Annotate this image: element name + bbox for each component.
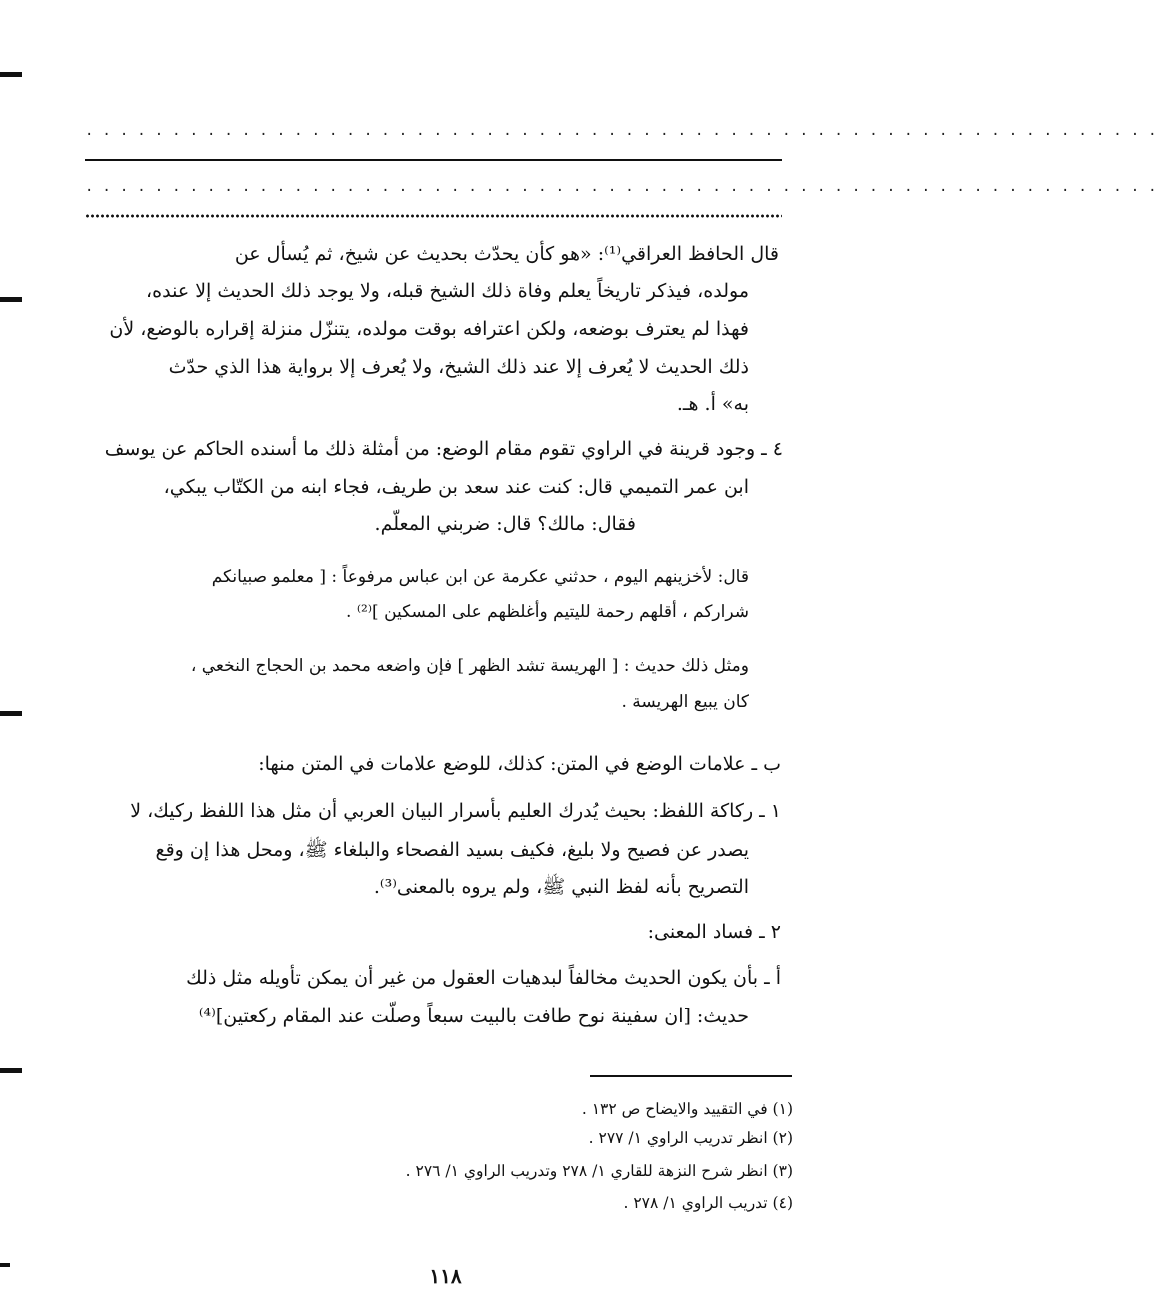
footnote-3: (٣) انظر شرح النزهة للقاري ١/ ٢٧٨ وتدريب الراوي ١/ ٢٧٦ . xyxy=(405,1162,793,1180)
scan-edge-mark xyxy=(0,1068,22,1073)
item-a-line-1: أ ـ بأن يكون الحديث مخالفاً لبدهيات العقول من غير أن يمكن تأويله مثل ذلك xyxy=(186,967,781,989)
footnote-2: (٢) انظر تدريب الراوي ١/ ٢٧٧ . xyxy=(588,1129,793,1147)
item-1-line-1: ١ ـ ركاكة اللفظ: بحيث يُدرك العليم بأسرار البيان العربي أن مثل هذا اللفظ ركيك، لا xyxy=(130,800,781,822)
quote-iraqi-line-4: ذلك الحديث لا يُعرف إلا عند ذلك الشيخ، ولا يُعرف إلا برواية هذا الذي حدّث xyxy=(168,356,749,378)
scan-edge-mark xyxy=(0,297,22,302)
item-4-line-3: فقال: مالك؟ قال: ضربني المعلّم. xyxy=(374,513,636,535)
scan-edge-mark xyxy=(0,72,22,77)
quote-iraqi-line-3: فهذا لم يعترف بوضعه، ولكن اعترافه بوقت مولده، يتنزّل منزلة إقراره بالوضع، لأن xyxy=(109,318,749,340)
quote-ikrima-line-2: شراركم ، أقلهم رحمة لليتيم وأغلظهم على المسكين ]⁽²⁾ . xyxy=(346,602,749,622)
section-b-heading: ب ـ علامات الوضع في المتن: كذلك، للوضع علامات في المتن منها: xyxy=(258,753,781,775)
footnote-separator xyxy=(590,1075,792,1077)
item-2-heading: ٢ ـ فساد المعنى: xyxy=(647,921,781,943)
item-1-line-3: التصريح بأنه لفظ النبي ﷺ، ولم يروه بالمعنى⁽³⁾. xyxy=(373,876,749,898)
quote-ikrima-line-1: قال: لأخزينهم اليوم ، حدثني عكرمة عن ابن عباس مرفوعاً : [ معلمو صبيانكم xyxy=(211,567,749,587)
item-4-line-1: ٤ ـ وجود قرينة في الراوي تقوم مقام الوضع: من أمثلة ذلك ما أسنده الحاكم عن يوسف xyxy=(104,438,783,460)
scan-edge-mark xyxy=(0,1263,10,1267)
quote-iraqi-line-2: مولده، فيذكر تاريخاً يعلم وفاة ذلك الشيخ قبله، ولا يوجد ذلك الحديث إلا عنده، xyxy=(146,280,749,302)
header-dots-middle: .............................................................. xyxy=(85,179,1166,195)
header-dots-top: .............................................................. xyxy=(85,123,1166,139)
footnote-4: (٤) تدريب الراوي ١/ ٢٧٨ . xyxy=(623,1194,793,1212)
harisa-line-1: ومثل ذلك حديث : [ الهريسة تشد الظهر ] فإن واضعه محمد بن الحجاج النخعي ، xyxy=(190,656,749,676)
item-4-line-2: ابن عمر التميمي قال: كنت عند سعد بن طريف، فجاء ابنه من الكتّاب يبكي، xyxy=(163,476,749,498)
quote-iraqi-line-1: قال الحافظ العراقي⁽¹⁾: «هو كأن يحدّث بحديث عن شيخ، ثم يُسأل عن xyxy=(234,243,779,265)
item-1-line-2: يصدر عن فصيح ولا بليغ، فكيف بسيد الفصحاء والبلغاء ﷺ، ومحل هذا إن وقع xyxy=(155,839,749,861)
item-a-line-2: حديث: [ان سفينة نوح طافت بالبيت سبعاً وصلّت عند المقام ركعتين]⁽⁴⁾ xyxy=(198,1005,749,1027)
harisa-line-2: كان يبيع الهريسة . xyxy=(621,692,749,712)
scan-edge-mark xyxy=(0,711,22,716)
header-rule xyxy=(85,159,782,161)
quote-iraqi-line-5: به» أ. هـ. xyxy=(676,393,749,415)
header-dots-dense xyxy=(85,213,782,219)
page-number: ١١٨ xyxy=(429,1264,462,1288)
footnote-1: (١) في التقييد والايضاح ص ١٣٢ . xyxy=(581,1100,793,1118)
